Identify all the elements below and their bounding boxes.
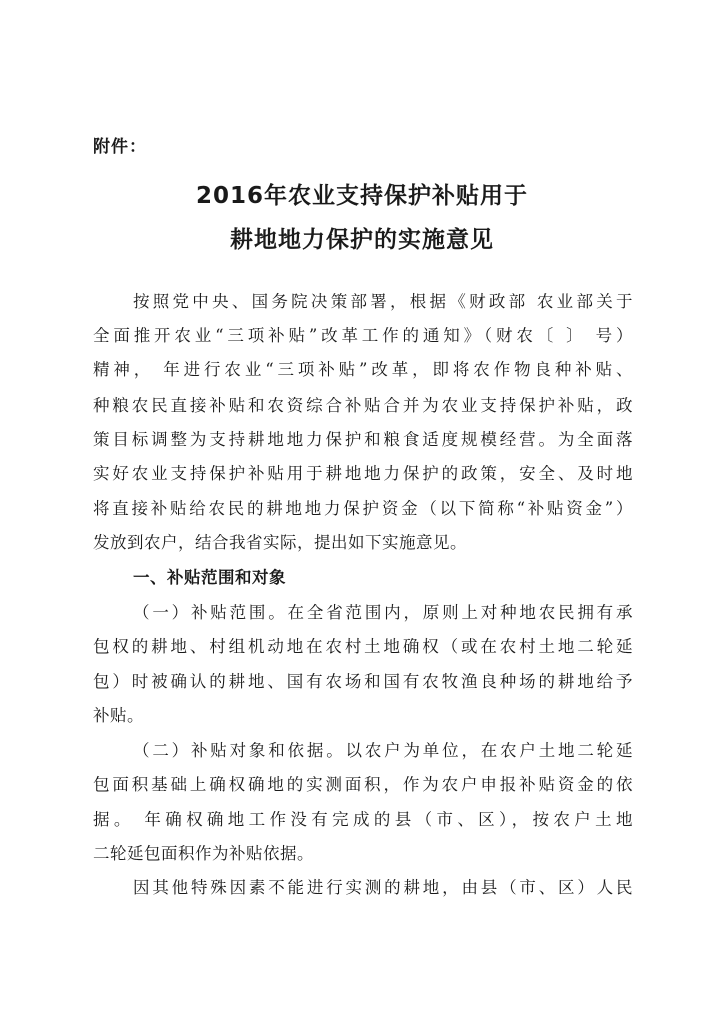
attachment-label: 附件： (93, 137, 147, 157)
document-title-line-1: 2016年农业支持保护补贴用于 (195, 183, 528, 209)
paragraph-1-line-7: 将直接补贴给农民的耕地地力保护资金（以下简称“补贴资金”） (93, 499, 633, 518)
paragraph-1-line-4: 种粮农民直接补贴和农资综合补贴合并为农业支持保护补贴，政 (93, 396, 633, 415)
paragraph-3-line-3: 据。 年确权确地工作没有完成的县（市、区），按农户土地 (93, 810, 633, 829)
paragraph-3-line-1: （二）补贴对象和依据。以农户为单位，在农户土地二轮延 (133, 741, 633, 760)
paragraph-1-line-1: 按照党中央、国务院决策部署，根据《财政部 农业部关于 (133, 292, 633, 311)
paragraph-2-line-4: 补贴。 (93, 706, 144, 725)
section-1-heading: 一、补贴范围和对象 (133, 568, 286, 587)
paragraph-4-line-1: 因其他特殊因素不能进行实测的耕地，由县（市、区）人民 (133, 878, 633, 897)
paragraph-1-line-5: 策目标调整为支持耕地地力保护和粮食适度规模经营。为全面落 (93, 430, 633, 449)
paragraph-1-line-6: 实好农业支持保护补贴用于耕地地力保护的政策，安全、及时地 (93, 464, 633, 483)
paragraph-2-line-3: 包）时被确认的耕地、国有农场和国有农牧渔良种场的耕地给予 (93, 672, 633, 691)
paragraph-1-line-8: 发放到农户，结合我省实际，提出如下实施意见。 (93, 533, 467, 552)
paragraph-2-line-2: 包权的耕地、村组机动地在农村土地确权（或在农村土地二轮延 (93, 637, 633, 656)
paragraph-1-line-2: 全面推开农业“三项补贴”改革工作的通知》（财农〔 〕 号） (93, 326, 633, 345)
paragraph-1-line-3: 精神， 年进行农业“三项补贴”改革，即将农作物良种补贴、 (93, 360, 633, 379)
paragraph-2-line-1: （一）补贴范围。在全省范围内，原则上对种地农民拥有承 (133, 603, 633, 622)
document-title-line-2: 耕地地力保护的实施意见 (230, 227, 494, 253)
paragraph-3-line-4: 二轮延包面积作为补贴依据。 (93, 844, 314, 863)
paragraph-3-line-2: 包面积基础上确权确地的实测面积，作为农户申报补贴资金的依 (93, 775, 633, 794)
